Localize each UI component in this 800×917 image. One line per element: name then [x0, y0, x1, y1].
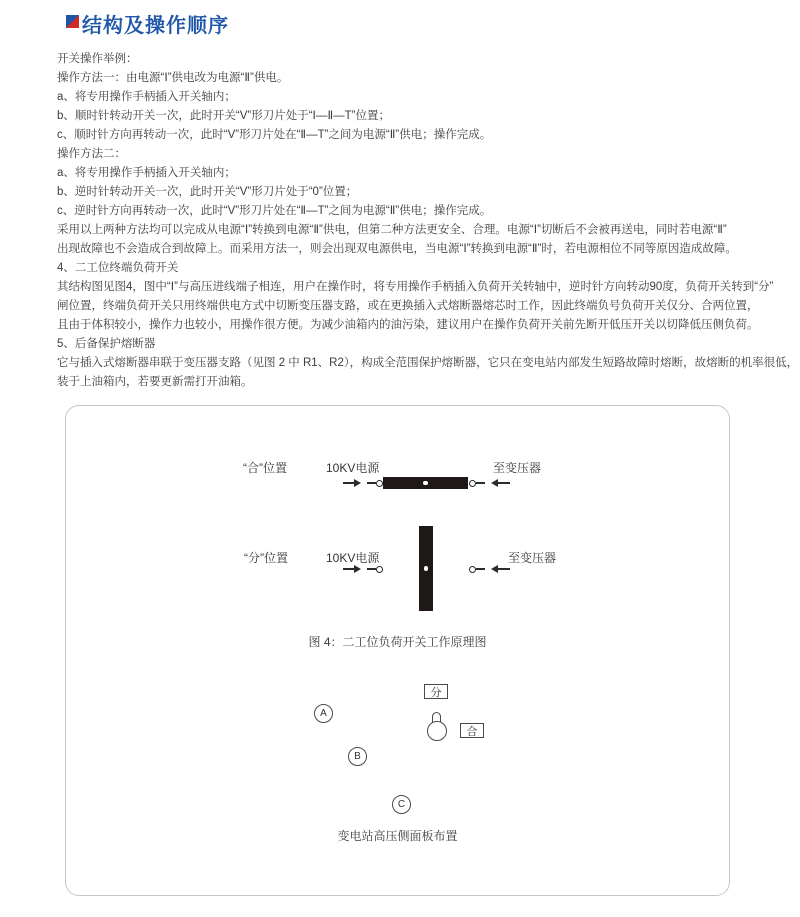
marker-b: B — [348, 747, 367, 766]
source-label: 10KV电源 — [326, 461, 380, 475]
paragraph-line: 且由于体积较小，操作力也较小，用操作很方便。为减少油箱内的油污染，建议用户在操作负荷开关前先断开低压开关以切降低压侧负荷。 — [57, 319, 759, 331]
transformer-contact-icon — [469, 564, 510, 574]
marker-c: C — [392, 795, 411, 814]
switch-blade-open — [419, 526, 433, 611]
body-text — [57, 50, 799, 392]
paragraph-line: 开关操作举例： — [57, 53, 138, 65]
paragraph-line: 其结构图见图4，图中“Ⅰ”与高压进线端子相连，用户在操作时，将专用操作手柄插入负荷开关转轴中，逆时针方向转动90度，负荷开关转到“分” — [57, 281, 774, 293]
paragraph-line: 装于上油箱内，若要更新需打开油箱。 — [57, 376, 253, 388]
paragraph-heading: 4、二工位终端负荷开关 — [57, 262, 179, 274]
paragraph-line: 出现故障也不会造成合到故障上。而采用方法一，则会出现双电源供电，当电源“Ⅰ”转换到电源“Ⅱ”时，若电源相位不同等原因造成故障。 — [57, 243, 737, 255]
source-contact-icon — [343, 478, 383, 488]
close-tag: 合 — [466, 725, 478, 738]
paragraph-line: c、顺时针方向再转动一次，此时“V”形刀片处在“Ⅱ—T”之间为电源“Ⅱ”供电；操作完成。 — [57, 129, 492, 141]
marker-a: A — [314, 704, 333, 723]
figure-box — [65, 405, 730, 896]
closed-position-label: “合”位置 — [243, 461, 287, 475]
transformer-label: 至变压器 — [493, 461, 542, 475]
paragraph-line: 它与插入式熔断器串联于变压器支路（见图 2 中 R1、R2），构成全范围保护熔断器，它只在变电站内部发生短路故障时熔断，故熔断的机率很低， — [57, 357, 799, 369]
open-position-label: “分”位置 — [244, 551, 288, 565]
figure4-caption: 图 4：二工位负荷开关工作原理图 — [308, 635, 487, 649]
paragraph-line: a、将专用操作手柄插入开关轴内； — [57, 167, 236, 179]
transformer-label: 至变压器 — [508, 551, 557, 565]
source-contact-icon — [343, 564, 383, 574]
pivot-dot — [423, 481, 428, 486]
paragraph-line: c、逆时针方向再转动一次，此时“V”形刀片处在“Ⅱ—T”之间为电源“Ⅱ”供电；操作完成。 — [57, 205, 492, 217]
pivot-dot — [424, 566, 429, 571]
paragraph-line: b、逆时针转动开关一次，此时开关“V”形刀片处于“0”位置； — [57, 186, 358, 198]
paragraph-line: 操作方法二： — [57, 148, 126, 160]
open-tag-box — [424, 684, 448, 699]
section-title: 结构及操作顺序 — [82, 15, 229, 37]
paragraph-line: a、将专用操作手柄插入开关轴内； — [57, 91, 236, 103]
paragraph-line: 操作方法一：由电源“Ⅰ”供电改为电源“Ⅱ”供电。 — [57, 72, 289, 84]
paragraph-line: b、顺时针转动开关一次，此时开关“V”形刀片处于“Ⅰ—Ⅱ—T”位置； — [57, 110, 390, 122]
close-tag-box — [460, 723, 484, 738]
switch-blade-closed — [383, 477, 468, 489]
operating-handle-icon — [427, 721, 447, 741]
paragraph-line: 闸位置，终端负荷开关只用终端供电方式中切断变压器支路，或在更换插入式熔断器熔芯时工作，因此终端负号负荷开关仅分、合两位置， — [57, 300, 759, 312]
section-marker-icon — [66, 15, 79, 28]
open-tag: 分 — [430, 686, 442, 699]
paragraph-line: 采用以上两种方法均可以完成从电源“Ⅰ”转换到电源“Ⅱ”供电，但第二种方法更安全、合理。电源“Ⅰ”切断后不会被再送电，同时若电源“Ⅱ” — [57, 224, 727, 236]
source-label: 10KV电源 — [326, 551, 380, 565]
paragraph-heading: 5、后备保护熔断器 — [57, 338, 156, 350]
transformer-contact-icon — [469, 478, 510, 488]
panel-caption: 变电站高压侧面板布置 — [337, 829, 458, 843]
